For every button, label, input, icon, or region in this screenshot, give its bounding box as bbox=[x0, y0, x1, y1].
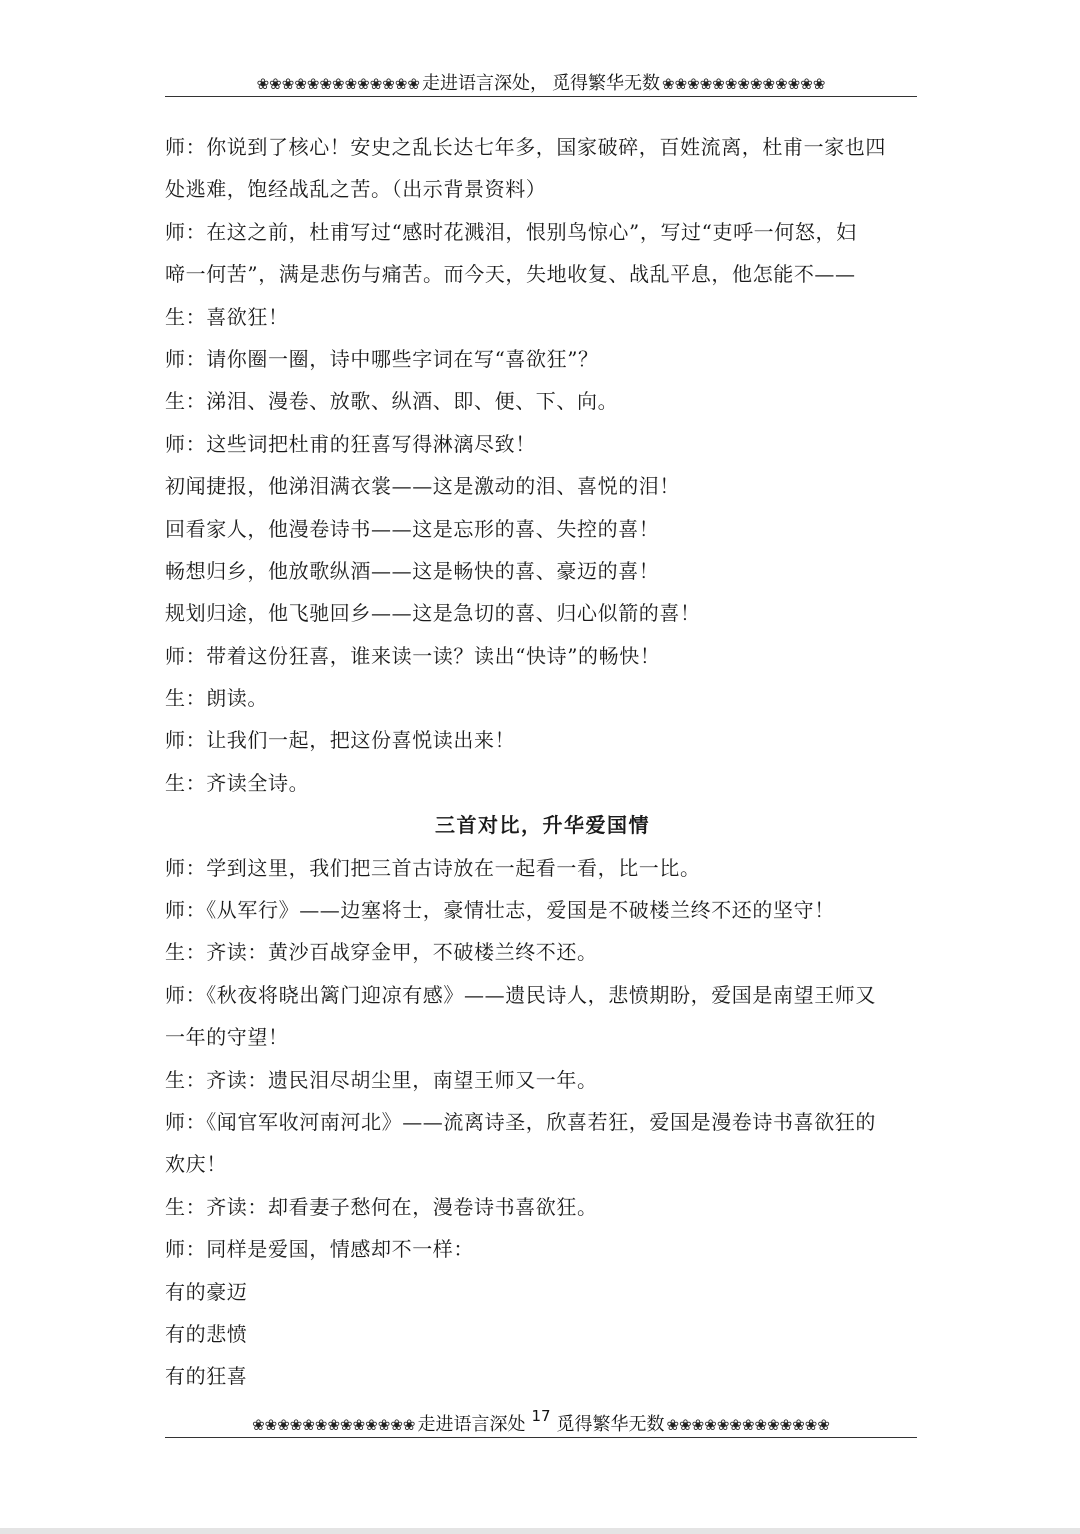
text-line: 一年的守望！ bbox=[165, 1025, 289, 1050]
section-heading: 三首对比，升华爱国情 bbox=[435, 813, 650, 838]
text-line: 生：喜欲狂！ bbox=[165, 304, 289, 329]
footer-motto-left: 走进语言深处 bbox=[417, 1414, 526, 1435]
text-line: 生：朗读。 bbox=[165, 686, 268, 711]
page-header bbox=[165, 66, 917, 97]
lesson-transcript bbox=[165, 126, 920, 1398]
text-line: 师：《秋夜将晓出篱门迎凉有感》——遗民诗人，悲愤期盼，爱国是南望王师又 bbox=[165, 982, 876, 1007]
text-line: 师：这些词把杜甫的狂喜写得淋漓尽致！ bbox=[165, 431, 536, 456]
text-line: 生：齐读：遗民泪尽胡尘里，南望王师又一年。 bbox=[165, 1067, 598, 1092]
flower-border-right: ❀❀❀❀❀❀❀❀❀❀❀❀❀ bbox=[666, 1416, 830, 1434]
flower-border-right: ❀❀❀❀❀❀❀❀❀❀❀❀❀ bbox=[662, 75, 826, 93]
flower-border-left: ❀❀❀❀❀❀❀❀❀❀❀❀❀ bbox=[252, 1416, 416, 1434]
header-motto-left: 走进语言深处， bbox=[422, 73, 548, 94]
footer-motto-right: 觅得繁华无数 bbox=[556, 1414, 665, 1435]
text-line: 师：同样是爱国，情感却不一样： bbox=[165, 1237, 474, 1262]
text-line: 有的狂喜 bbox=[165, 1364, 248, 1389]
header-motto-right: 觅得繁华无数 bbox=[552, 73, 660, 94]
text-line: 师：请你圈一圈，诗中哪些字词在写“喜欲狂”？ bbox=[165, 346, 599, 371]
text-line: 回看家人，他漫卷诗书——这是忘形的喜、失控的喜！ bbox=[165, 516, 660, 541]
text-line: 处逃难，饱经战乱之苦。（出示背景资料） bbox=[165, 177, 547, 202]
text-line: 畅想归乡，他放歌纵酒——这是畅快的喜、豪迈的喜！ bbox=[165, 558, 660, 583]
text-line: 生：涕泪、漫卷、放歌、纵酒、即、便、下、向。 bbox=[165, 389, 619, 414]
text-line: 师：学到这里，我们把三首古诗放在一起看一看，比一比。 bbox=[165, 855, 701, 880]
text-line: 师：在这之前，杜甫写过“感时花溅泪，恨别鸟惊心”，写过“吏呼一何怒，妇 bbox=[165, 219, 857, 244]
text-line: 有的悲愤 bbox=[165, 1321, 248, 1346]
text-line: 有的豪迈 bbox=[165, 1279, 248, 1304]
text-line: 师：《从军行》——边塞将士，豪情壮志，爱国是不破楼兰终不还的坚守！ bbox=[165, 898, 835, 923]
text-line: 师：带着这份狂喜，谁来读一读？读出“快诗”的畅快！ bbox=[165, 643, 661, 668]
text-line: 生：齐读：黄沙百战穿金甲，不破楼兰终不还。 bbox=[165, 940, 598, 965]
text-line: 欢庆！ bbox=[165, 1152, 227, 1177]
page-number: 17 bbox=[531, 1407, 551, 1425]
text-line: 师：你说到了核心！安史之乱长达七年多，国家破碎，百姓流离，杜甫一家也四 bbox=[165, 135, 886, 159]
text-line: 生：齐读全诗。 bbox=[165, 770, 310, 795]
flower-border-left: ❀❀❀❀❀❀❀❀❀❀❀❀❀ bbox=[256, 75, 420, 93]
text-line: 啼一何苦”，满是悲伤与痛苦。而今天，失地收复、战乱平息，他怎能不—— bbox=[165, 262, 856, 287]
text-line: 师：《闻官军收河南河北》——流离诗圣，欣喜若狂，爱国是漫卷诗书喜欲狂的 bbox=[165, 1109, 876, 1134]
text-line: 师：让我们一起，把这份喜悦读出来！ bbox=[165, 728, 516, 753]
text-line: 生：齐读：却看妻子愁何在，漫卷诗书喜欲狂。 bbox=[165, 1194, 598, 1219]
text-line: 初闻捷报，他涕泪满衣裳——这是激动的泪、喜悦的泪！ bbox=[165, 474, 680, 499]
text-line: 规划归途，他飞驰回乡——这是急切的喜、归心似箭的喜！ bbox=[165, 601, 701, 626]
page-footer bbox=[165, 1407, 917, 1438]
